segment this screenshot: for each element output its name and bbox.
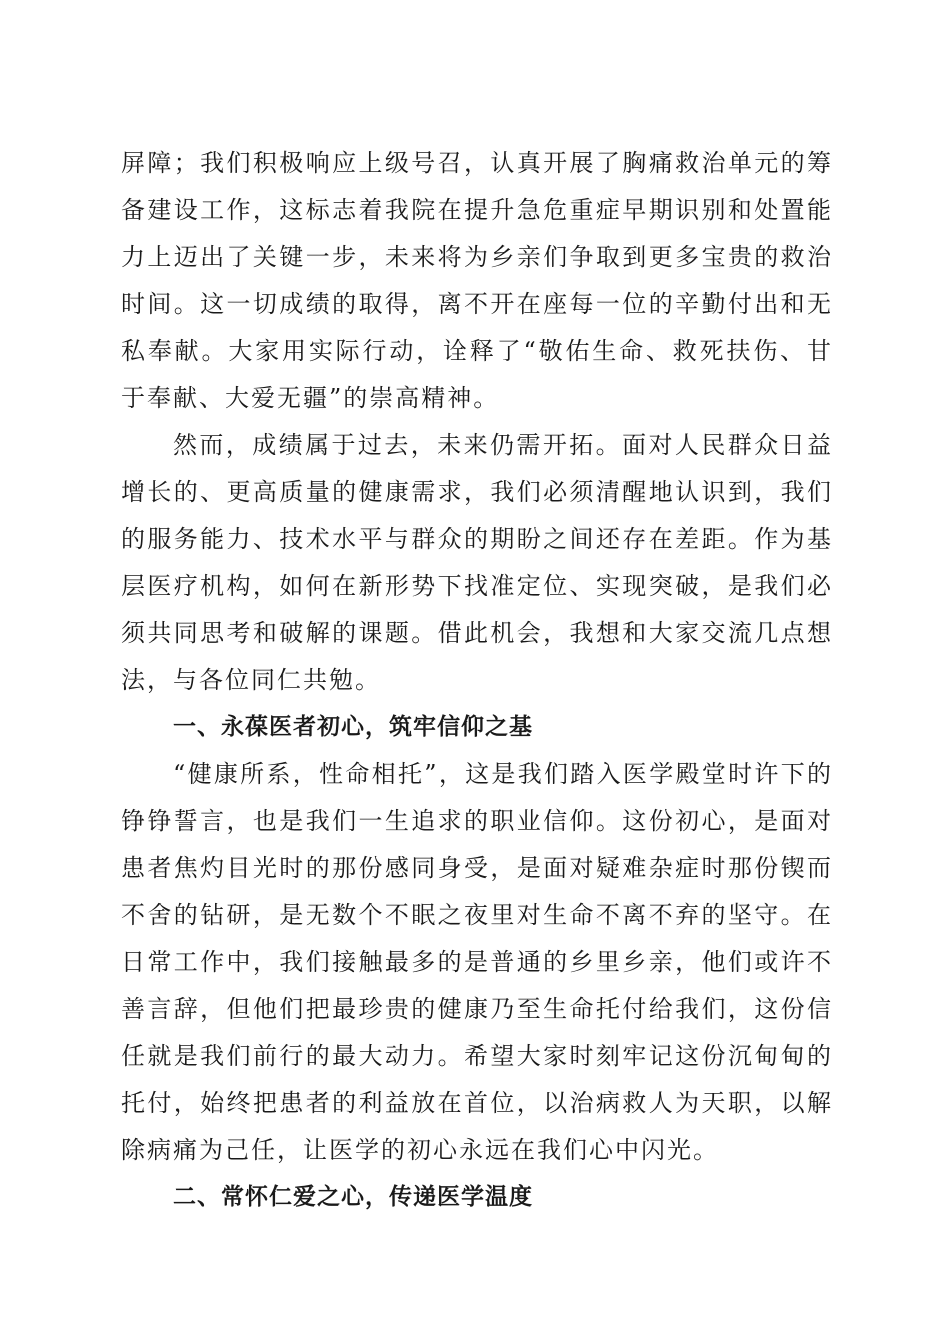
section-heading-2: 二、常怀仁爱之心，传递医学温度 [173, 1184, 533, 1210]
section-heading-1: 一、永葆医者初心，筑牢信仰之基 [173, 714, 533, 740]
paragraph-continuation: 屏障；我们积极响应上级号召，认真开展了胸痛救治单元的筹备建设工作，这标志着我院在提升急危重症早期识别和处置能力上迈出了关键一步，未来将为乡亲们争取到更多宝贵的救治时间。这一切成绩的取得，离不开在座每一位的辛勤付出和无私奉献。大家用实际行动，诠释了“敬佑生命、救死扶伤、甘于奉献、大爱无疆”的崇高精神。 [121, 149, 833, 412]
document-body [121, 140, 833, 1221]
paragraph-original-aspiration: “健康所系，性命相托”，这是我们踏入医学殿堂时许下的铮铮誓言，也是我们一生追求的职业信仰。这份初心，是面对患者焦灼目光时的那份感同身受，是面对疑难杂症时那份锲而不舍的钻研，是无数个不眠之夜里对生命不离不弃的坚守。在日常工作中，我们接触最多的是普通的乡里乡亲，他们或许不善言辞，但他们把最珍贵的健康乃至生命托付给我们，这份信任就是我们前行的最大动力。希望大家时刻牢记这份沉甸甸的托付，始终把患者的利益放在首位，以治病救人为天职，以解除病痛为己任，让医学的初心永远在我们心中闪光。 [121, 760, 833, 1164]
paragraph-challenges: 然而，成绩属于过去，未来仍需开拓。面对人民群众日益增长的、更高质量的健康需求，我们必须清醒地认识到，我们的服务能力、技术水平与群众的期盼之间还存在差距。作为基层医疗机构，如何在新形势下找准定位、实现突破，是我们必须共同思考和破解的课题。借此机会，我想和大家交流几点想法，与各位同仁共勉。 [121, 431, 833, 694]
